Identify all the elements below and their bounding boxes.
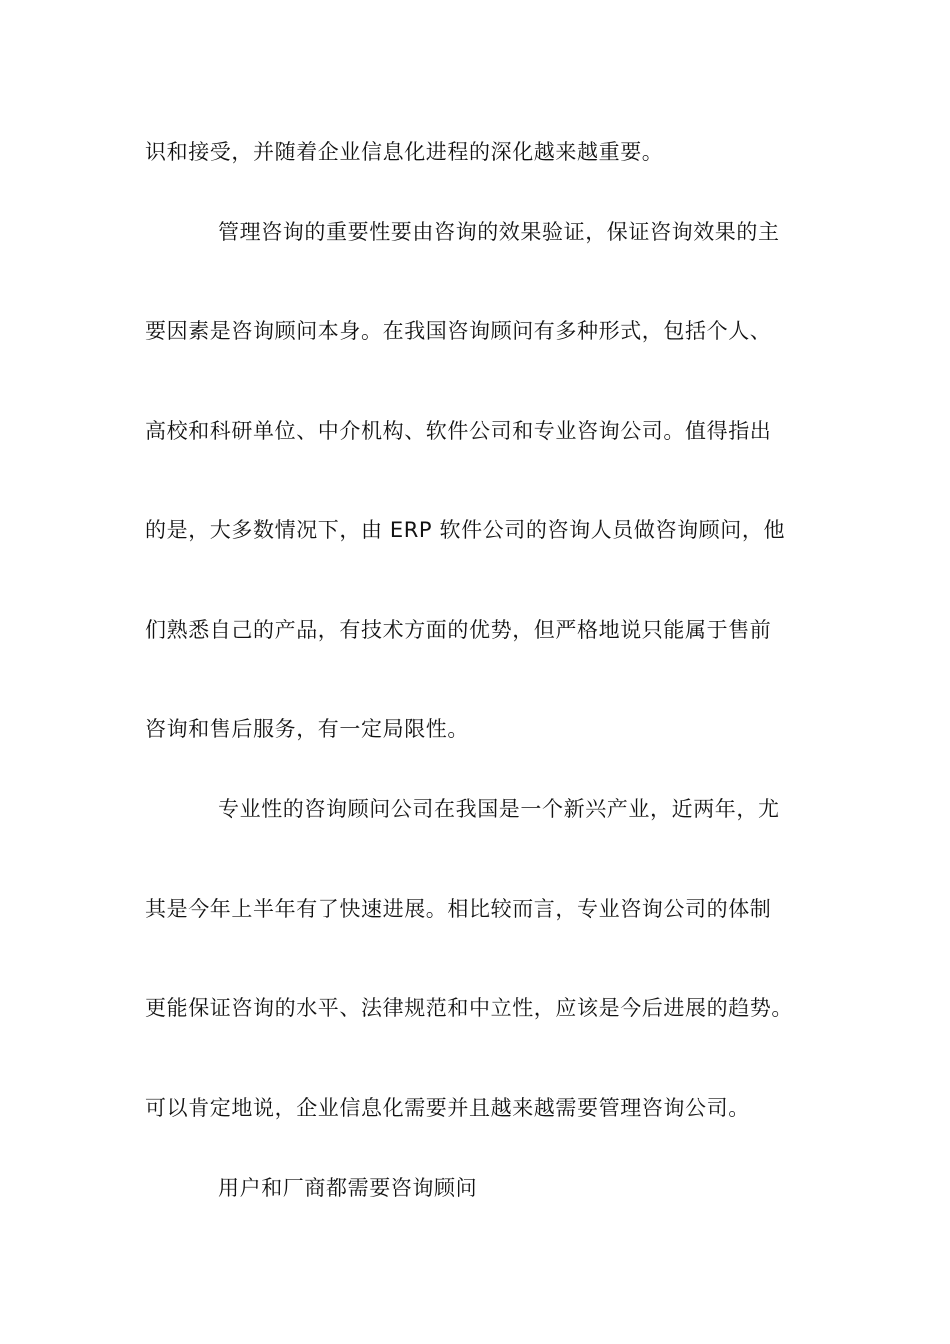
paragraph-line: 们熟悉自己的产品，有技术方面的优势，但严格地说只能属于售前 bbox=[145, 618, 772, 642]
section-heading: 用户和厂商都需要咨询顾问 bbox=[218, 1176, 478, 1200]
paragraph-line: 识和接受，并随着企业信息化进程的深化越来越重要。 bbox=[145, 140, 664, 164]
paragraph-line: 咨询和售后服务，有一定局限性。 bbox=[145, 717, 469, 741]
paragraph-line: 管理咨询的重要性要由咨询的效果验证，保证咨询效果的主 bbox=[218, 220, 780, 244]
paragraph-line: 可以肯定地说，企业信息化需要并且越来越需要管理咨询公司。 bbox=[145, 1096, 750, 1120]
paragraph-line: 的是，大多数情况下，由 ERP 软件公司的咨询人员做咨询顾问，他 bbox=[145, 518, 786, 542]
paragraph-line: 其是今年上半年有了快速进展。相比较而言，专业咨询公司的体制 bbox=[145, 897, 772, 921]
paragraph-line: 更能保证咨询的水平、法律规范和中立性，应该是今后进展的趋势。 bbox=[145, 996, 793, 1020]
paragraph-line: 要因素是咨询顾问本身。在我国咨询顾问有多种形式，包括个人、 bbox=[145, 319, 772, 343]
paragraph-line: 专业性的咨询顾问公司在我国是一个新兴产业，近两年，尤 bbox=[218, 797, 780, 821]
paragraph-line: 高校和科研单位、中介机构、软件公司和专业咨询公司。值得指出 bbox=[145, 419, 772, 443]
